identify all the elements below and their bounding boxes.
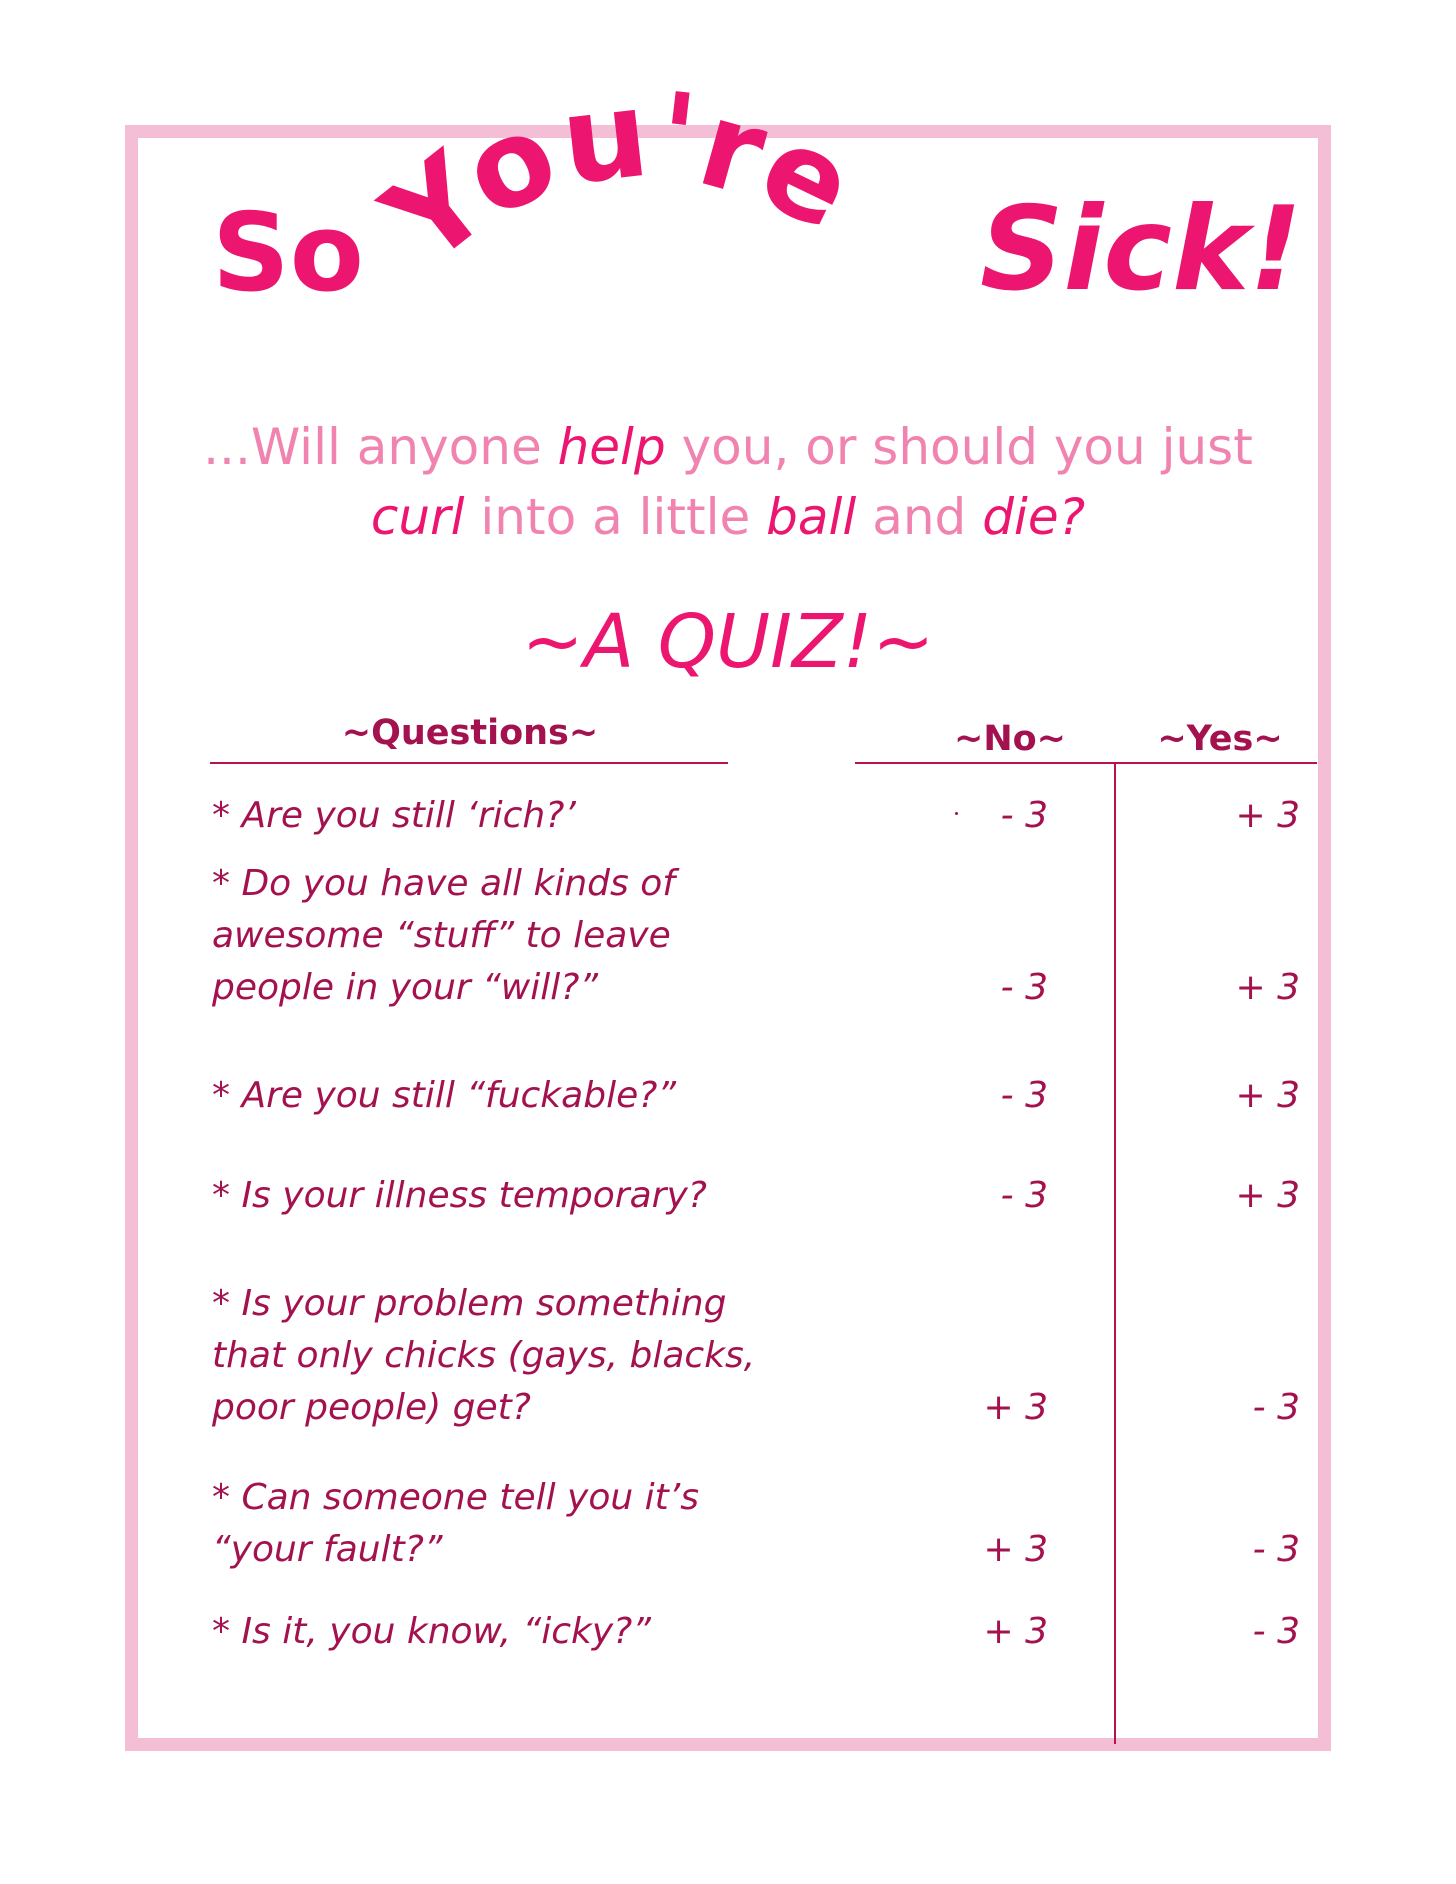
divider-scores xyxy=(855,762,1317,764)
question-1 xyxy=(212,790,772,842)
subtitle-emphasis: die? xyxy=(982,488,1086,546)
title-word-so: So xyxy=(212,191,364,316)
score-yes: - 3 xyxy=(1252,1387,1300,1428)
subtitle-text: and xyxy=(856,488,983,546)
header-questions: ~Questions~ xyxy=(341,713,599,753)
question-line: * Can someone tell you it’s xyxy=(212,1477,699,1518)
score-no: + 3 xyxy=(983,1611,1048,1652)
divider-questions xyxy=(210,762,728,764)
score-no: - 3 xyxy=(1000,795,1048,836)
question-line: “your fault?” xyxy=(212,1529,443,1570)
score-yes: + 3 xyxy=(1235,967,1300,1008)
question-line: awesome “stuff” to leave xyxy=(212,915,671,956)
subtitle-line-1 xyxy=(0,418,1456,476)
score-no: - 3 xyxy=(1000,1175,1048,1216)
subtitle-line-2 xyxy=(0,488,1456,546)
question-2 xyxy=(212,858,772,1014)
question-line: * Is your problem something xyxy=(212,1283,727,1324)
score-yes: + 3 xyxy=(1235,1075,1300,1116)
score-no: - 3 xyxy=(1000,967,1048,1008)
question-line: * Is it, you know, “icky?” xyxy=(212,1611,651,1652)
question-7 xyxy=(212,1606,772,1658)
question-4 xyxy=(212,1170,772,1222)
question-line: * Do you have all kinds of xyxy=(212,863,675,904)
title-word-sick: Sick! xyxy=(980,182,1303,317)
question-line: * Is your illness temporary? xyxy=(212,1175,707,1216)
subtitle-text: into a little xyxy=(464,488,767,546)
score-no: + 3 xyxy=(983,1529,1048,1570)
header-yes: ~Yes~ xyxy=(1157,719,1283,759)
question-5 xyxy=(212,1278,772,1434)
question-3 xyxy=(212,1070,772,1122)
score-no: - 3 xyxy=(1000,1075,1048,1116)
subtitle-emphasis: curl xyxy=(370,488,465,546)
column-divider xyxy=(1114,764,1116,1744)
question-line: poor people) get? xyxy=(212,1387,531,1428)
quiz-heading: ~A QUIZ!~ xyxy=(521,599,935,685)
question-line: that only chicks (gays, blacks, xyxy=(212,1335,756,1376)
subtitle-text: you, or should you just xyxy=(665,418,1253,476)
question-line: people in your “will?” xyxy=(212,967,598,1008)
title-arc-text: You're xyxy=(360,64,876,292)
subtitle-emphasis: help xyxy=(557,418,666,476)
question-line: * Are you still ‘rich?’ xyxy=(212,795,576,836)
subtitle-emphasis: ball xyxy=(766,488,857,546)
score-yes: - 3 xyxy=(1252,1529,1300,1570)
score-yes: - 3 xyxy=(1252,1611,1300,1652)
question-line: * Are you still “fuckable?” xyxy=(212,1075,676,1116)
stray-dot xyxy=(955,812,958,815)
score-no: + 3 xyxy=(983,1387,1048,1428)
svg-text:You're xyxy=(359,64,875,292)
score-yes: + 3 xyxy=(1235,1175,1300,1216)
header-no: ~No~ xyxy=(954,719,1066,759)
score-yes: + 3 xyxy=(1235,795,1300,836)
question-6 xyxy=(212,1472,772,1576)
subtitle-text: ...Will anyone xyxy=(203,418,558,476)
